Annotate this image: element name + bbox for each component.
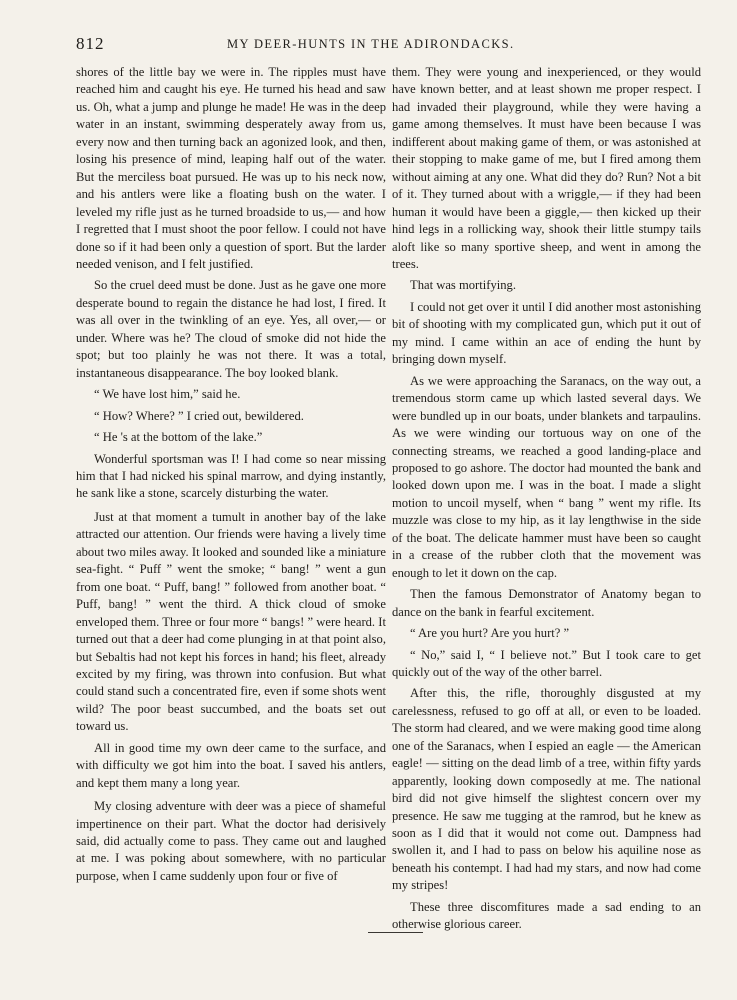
paragraph: Just at that moment a tumult in another bay of the lake attracted our attention. Our friends were having a lively time about two miles away. It looked and sounded like a miniature sea-fight. “ Puff ” went the smoke; “ bang! ” went a gun from one boat. “ Puff, bang! ” followed from another boat. “ Puff, bang! ” went the third. A thick cloud of smoke enveloped them. Three or four more “ bangs! ” were heard. It turned out that a deer had come plunging in at that point also, but Sebaltis had not kept his forces in hand; his fleet, already excited by my firing, was thrown into confusion. But what could stand such a concentrated fire, even if some shots went wild? The poor beast succumbed, and the boats set out toward us.: [76, 509, 386, 734]
dialogue-line: “ How? Where? ” I cried out, bewildered.: [94, 408, 304, 423]
paragraph: So the cruel deed must be done. Just as he gave one more desperate bound to regain the distance he had lost, I fired. It was all over in the twinkling of an eye. Yes, all over,— or under. Where was he? The cloud of smoke did not hide the spot; but too plainly he was not there. It was a total, instantaneous disappearance. The boy looked blank.: [76, 278, 386, 380]
paragraph: My closing adventure with deer was a piece of shameful impertinence on their part. What the doctor had derisively said, did actually come to pass. They came out and laughed at me. I was poking about somewhere, with no particular purpose, when I came suddenly upon four or five of: [76, 799, 386, 883]
end-rule: [368, 932, 423, 933]
paragraph: Then the famous Demonstrator of Anatomy began to dance on the bank in fearful excitement.: [392, 587, 701, 619]
running-title: MY DEER-HUNTS IN THE ADIRONDACKS.: [227, 37, 515, 51]
dialogue-line: “ Are you hurt? Are you hurt? ”: [410, 626, 570, 641]
paragraph: them. They were young and inexperienced, or they would have known better, and at least shown me proper respect. I had invaded their playground, while they were having a game among themselves. It must have been because I was indifferent about making game of them, or was astonished at their stopping to make game of me, but I fired among them without aiming at any one. What did they do? Run? Not a bit of it. They turned about with a wriggle,— if they had been human it would have been a giggle,— then kicked up their hind legs in a rollicking way, shook their little stumpy tails aloft like so many sportive sheep, and went in among the trees.: [392, 65, 701, 271]
dialogue-line: “ We have lost him,” said he.: [94, 387, 241, 402]
paragraph: As we were approaching the Saranacs, on the way out, a tremendous storm came up which lasted several days. We were bundled up in our boats, under blankets and tarpaulins. As we were winding our tortuous way on one of the connecting streams, we reached a good landing-place and proposed to go ashore. The doctor had mounted the bank and looked down upon me. I was in the boat. I made a slight motion to uncoil myself, when “ bang ” went my rifle. Its muzzle was close to my hip, as it lay lengthwise in the side of the boat. The delicate hammer must have been so caught in a crease of the rubber cloth that the movement was enough to let it down on the cap.: [392, 373, 701, 580]
right-column: [392, 64, 701, 938]
dialogue-line: “ He 's at the bottom of the lake.”: [94, 430, 263, 445]
paragraph: shores of the little bay we were in. The ripples must have reached him and caught his eye. He turned his head and saw us. Oh, what a jump and plunge he made! He was in the deep water in an instant, swimming desperately away from us, every now and then turning back an agonized look, and then, losing his presence of mind, leaping half out of the water. But the merciless boat pursued. He was up to his neck now, and his antlers were like a floating bush on the water. I leveled my rifle just as he turned broadside to us,— and how I regretted that I must shoot the poor fellow. I could not have done so if it had been only a question of sport. But the larder needed venison, and I felt justified.: [76, 65, 386, 271]
dialogue-line: “ No,” said I, “ I believe not.” But I took care to get quickly out of the way of the other barrel.: [392, 647, 701, 679]
paragraph: Wonderful sportsman was I! I had come so near missing him that I had nicked his spinal marrow, and dying instantly, he sank like a stone, scarcely disturbing the water.: [76, 451, 386, 501]
paragraph: After this, the rifle, thoroughly disgusted at my carelessness, refused to go off at all, or even to be loaded. The storm had cleared, and we were making good time along one of the Saranacs, when I espied an eagle — the American eagle! — sitting on the dead limb of a tree, within fifty yards apparently, looking down composedly at me. The national bird did not give himself the slightest concern over my presence. He saw me tugging at the ramrod, but he knew as soon as I did that it would not come out. Dampness had swollen it, and I had to pass on below his aquiline nose as beneath his contempt. I had had my stars, and now had come my stripes!: [392, 686, 701, 893]
paragraph: All in good time my own deer came to the surface, and with difficulty we got him into the boat. I saved his antlers, and kept them many a long year.: [76, 740, 386, 790]
paragraph: These three discomfitures made a sad ending to an otherwise glorious career.: [392, 899, 701, 932]
paragraph: That was mortifying.: [410, 278, 516, 293]
paragraph: I could not get over it until I did another most astonishing bit of shooting with my complicated gun, which put it out of my mind. I came within an ace of ending the hunt by bringing down myself.: [392, 299, 701, 367]
left-column: [76, 64, 386, 889]
page-number: 812: [76, 34, 105, 53]
running-head: [76, 34, 680, 56]
